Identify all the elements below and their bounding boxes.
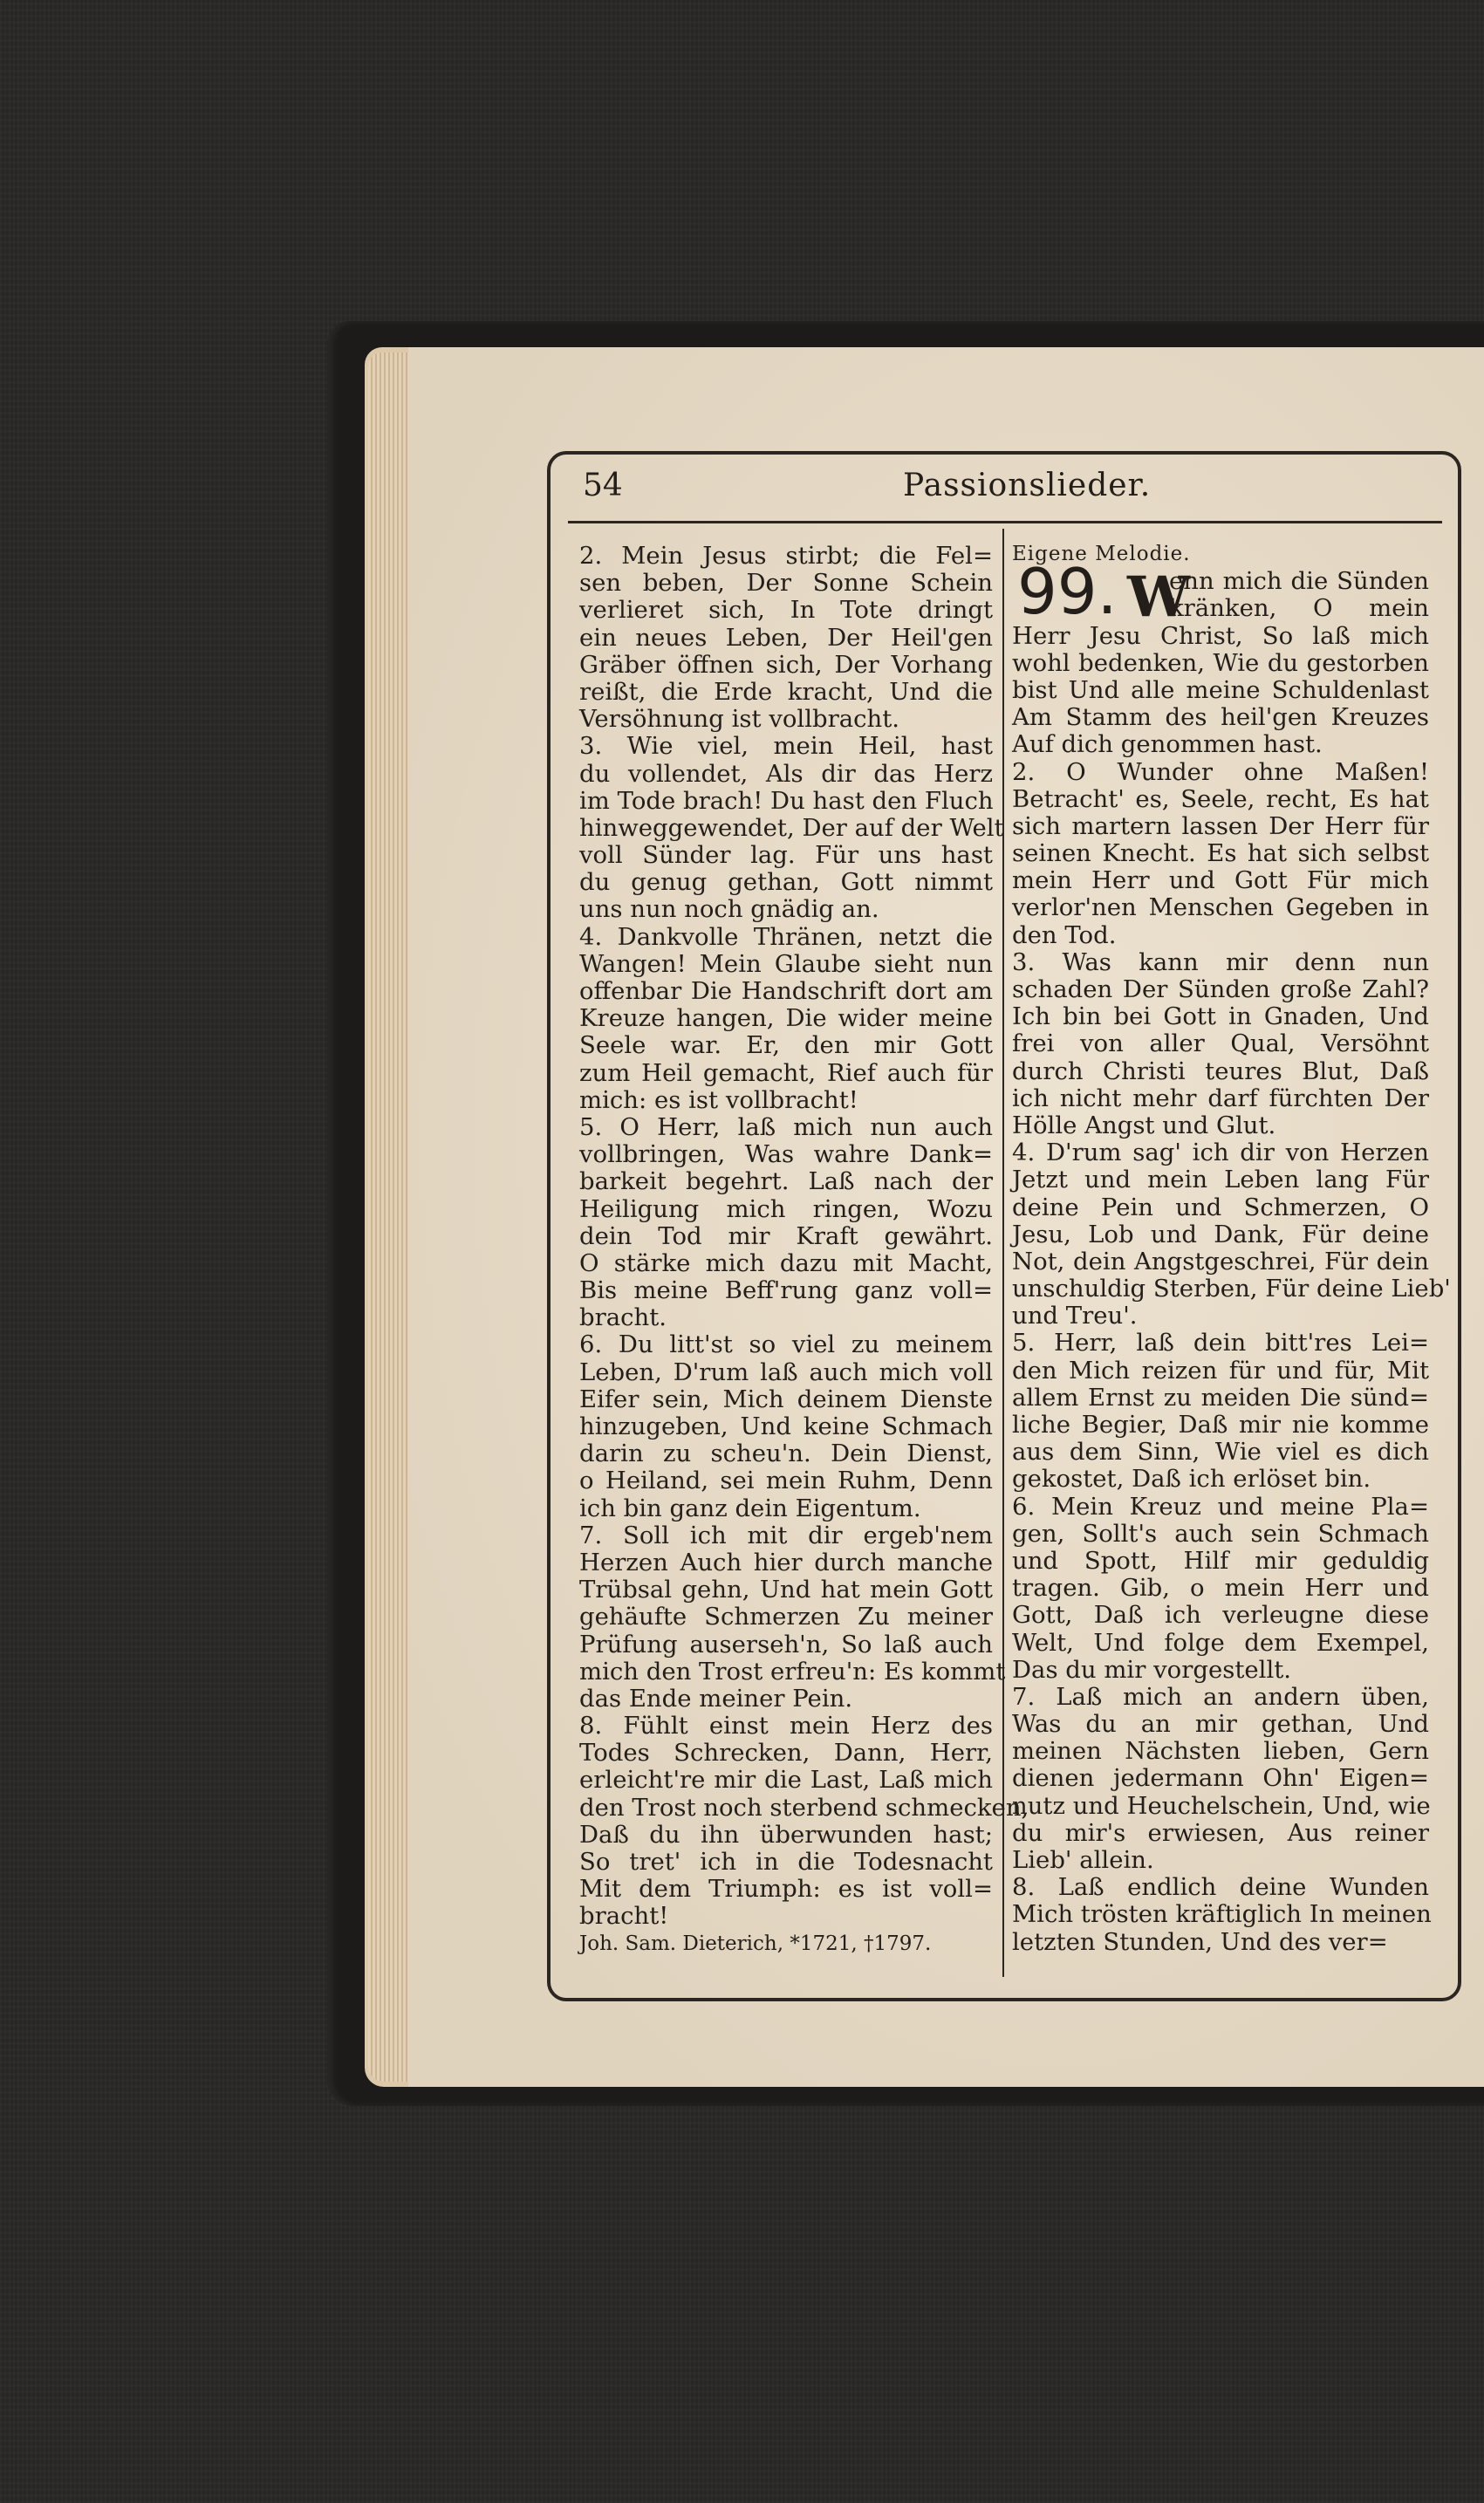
text-line: den Tod. <box>1012 920 1117 949</box>
text-line: ein neues Leben, Der Heil'gen <box>579 623 993 652</box>
text-line: vollbringen, Was wahre Dank= <box>579 1140 993 1169</box>
text-line: Ich bin bei Gott in Gnaden, Und <box>1012 1002 1429 1031</box>
text-line: meinen Nächsten lieben, Gern <box>1012 1737 1429 1766</box>
left-column <box>579 542 1029 1958</box>
text-line: Mich trösten kräftiglich In meinen <box>1012 1900 1432 1929</box>
text-line: du mir's erwiesen, Aus reiner <box>1012 1818 1429 1847</box>
text-line: bist Und alle meine Schuldenlast <box>1012 675 1429 704</box>
text-line: 3. Wie viel, mein Heil, hast <box>579 732 993 761</box>
text-line: Leben, D'rum laß auch mich voll <box>579 1358 993 1386</box>
text-line: Das du mir vorgestellt. <box>1012 1655 1292 1684</box>
page-number: 54 <box>583 468 623 503</box>
text-line: und Treu'. <box>1012 1302 1138 1330</box>
text-line: 8. Laß endlich deine Wunden <box>1012 1873 1429 1902</box>
text-line: liche Begier, Daß mir nie komme <box>1012 1411 1429 1439</box>
text-line: aus dem Sinn, Wie viel es dich <box>1012 1438 1429 1467</box>
text-line: nutz und Heuchelschein, Und, wie <box>1012 1791 1431 1820</box>
text-line: Mit dem Triumph: es ist voll= <box>579 1875 993 1904</box>
text-line: 3. Was kann mir denn nun <box>1012 947 1429 976</box>
text-line: unschuldig Sterben, Für deine Lieb' <box>1012 1275 1451 1303</box>
text-line: 6. Du litt'st so viel zu meinem <box>579 1330 993 1359</box>
text-line: 6. Mein Kreuz und meine Pla= <box>1012 1492 1429 1521</box>
text-line: Versöhnung ist vollbracht. <box>579 705 900 734</box>
text-line: du genug gethan, Gott nimmt <box>579 868 993 897</box>
text-line: dein Tod mir Kraft gewährt. <box>579 1221 993 1250</box>
text-line: Betracht' es, Seele, recht, Es hat <box>1012 784 1429 813</box>
text-line: verlieret sich, In Tote dringt <box>579 596 993 625</box>
text-line: allem Ernst zu meiden Die sünd= <box>1012 1383 1429 1412</box>
text-line: zum Heil gemacht, Rief auch für <box>579 1058 993 1087</box>
text-line: erleicht're mir die Last, Laß mich <box>579 1766 993 1795</box>
text-line: Bis meine Beff'rung ganz voll= <box>579 1276 993 1305</box>
text-line: So tret' ich in die Todesnacht <box>579 1848 993 1876</box>
text-line: ich bin ganz dein Eigentum. <box>579 1494 921 1522</box>
text-line: Gräber öffnen sich, Der Vorhang <box>579 650 993 679</box>
text-line: Jesu, Lob und Dank, Für deine <box>1012 1220 1429 1248</box>
text-line: deine Pein und Schmerzen, O <box>1012 1193 1429 1221</box>
text-line: Am Stamm des heil'gen Kreuzes <box>1012 703 1429 732</box>
text-line: und Spott, Hilf mir geduldig <box>1012 1546 1429 1575</box>
text-line: schaden Der Sünden große Zahl? <box>1012 975 1429 1003</box>
text-line: tragen. Gib, o mein Herr und <box>1012 1574 1429 1603</box>
text-line: im Tode brach! Du hast den Fluch <box>579 786 994 815</box>
text-line: Eifer sein, Mich deinem Dienste <box>579 1385 993 1413</box>
text-line: 5. Herr, laß dein bitt'res Lei= <box>1012 1329 1429 1358</box>
text-line: den Mich reizen für und für, Mit <box>1012 1356 1429 1385</box>
text-line: Todes Schrecken, Dann, Herr, <box>579 1739 993 1768</box>
text-line: bracht. <box>579 1303 667 1332</box>
text-line: Wangen! Mein Glaube sieht nun <box>579 949 993 978</box>
text-line: seinen Knecht. Es hat sich selbst <box>1012 839 1429 868</box>
text-line: 5. O Herr, laß mich nun auch <box>579 1112 993 1141</box>
text-line: gehäufte Schmerzen Zu meiner <box>579 1603 993 1631</box>
text-line: Heiligung mich ringen, Wozu <box>579 1194 993 1223</box>
text-line: gekostet, Daß ich erlöset bin. <box>1012 1465 1371 1494</box>
text-line: 4. Dankvolle Thränen, netzt die <box>579 922 993 951</box>
text-line: wohl bedenken, Wie du gestorben <box>1012 648 1429 677</box>
text-line: mich den Trost erfreu'n: Es kommt <box>579 1657 1006 1686</box>
text-line: 4. D'rum sag' ich dir von Herzen <box>1012 1139 1429 1167</box>
header-rule <box>568 521 1442 523</box>
text-line: darin zu scheu'n. Dein Dienst, <box>579 1440 993 1468</box>
text-line: gen, Sollt's auch sein Schmach <box>1012 1519 1429 1548</box>
text-line: o Heiland, sei mein Ruhm, Denn <box>579 1467 993 1495</box>
drop-cap: W <box>1127 564 1190 630</box>
text-line: ich nicht mehr darf fürchten Der <box>1012 1084 1429 1112</box>
text-line: sich martern lassen Der Herr für <box>1012 811 1429 840</box>
right-column <box>1012 541 1451 1956</box>
text-line: 8. Fühlt einst mein Herz des <box>579 1712 993 1740</box>
text-line: Gott, Daß ich verleugne diese <box>1012 1601 1429 1630</box>
author-credit: Joh. Sam. Dieterich, *1721, †1797. <box>579 1932 932 1955</box>
text-line: uns nun noch gnädig an. <box>579 895 879 924</box>
hymn-body <box>1012 621 1451 1956</box>
text-line: O stärke mich dazu mit Macht, <box>579 1248 993 1277</box>
text-line: barkeit begehrt. Laß nach der <box>579 1167 993 1196</box>
text-line: du vollendet, Als dir das Herz <box>579 759 993 788</box>
text-line: Seele war. Er, den mir Gott <box>579 1031 993 1060</box>
text-line: letzten Stunden, Und des ver= <box>1012 1927 1388 1956</box>
text-line: hinzugeben, Und keine Schmach <box>579 1412 993 1440</box>
text-line: das Ende meiner Pein. <box>579 1684 853 1713</box>
text-line: Jetzt und mein Leben lang Für <box>1012 1166 1429 1194</box>
text-line: durch Christi teures Blut, Daß <box>1012 1057 1429 1085</box>
hymn-number: 99. <box>1017 555 1118 628</box>
text-line: voll Sünder lag. Für uns hast <box>579 841 993 870</box>
text-line: Auf dich genommen hast. <box>1012 730 1323 759</box>
column-divider <box>1002 529 1004 1977</box>
text-line: Kreuze hangen, Die wider meine <box>579 1004 993 1033</box>
text-line: 7. Soll ich mit dir ergeb'nem <box>579 1521 993 1549</box>
text-line: enn mich die Sünden <box>1169 567 1429 596</box>
text-line: 2. O Wunder ohne Maßen! <box>1012 757 1429 786</box>
text-line: Herzen Auch hier durch manche <box>579 1548 993 1576</box>
text-line: sen beben, Der Sonne Schein <box>579 569 993 598</box>
text-line: den Trost noch sterbend schmecken, <box>579 1793 1029 1822</box>
text-line: 2. Mein Jesus stirbt; die Fel= <box>579 542 993 570</box>
text-line: Was du an mir gethan, Und <box>1012 1710 1429 1739</box>
text-line: Prüfung auserseh'n, So laß auch <box>579 1630 993 1658</box>
text-line: Lieb' allein. <box>1012 1846 1154 1874</box>
text-line: Hölle Angst und Glut. <box>1012 1111 1276 1139</box>
text-line: 7. Laß mich an andern üben, <box>1012 1682 1429 1711</box>
text-line: kränken, O mein <box>1169 594 1429 623</box>
melody-note: Eigene Melodie. <box>1012 543 1191 565</box>
text-line: verlor'nen Menschen Gegeben in <box>1012 893 1429 922</box>
running-title: Passionslieder. <box>903 468 1152 503</box>
text-line: mein Herr und Gott Für mich <box>1012 866 1429 895</box>
text-line: offenbar Die Handschrift dort am <box>579 977 993 1005</box>
text-line: Not, dein Angstgeschrei, Für dein <box>1012 1247 1429 1275</box>
text-line: Trübsal gehn, Und hat mein Gott <box>579 1576 993 1604</box>
text-line: reißt, die Erde kracht, Und die <box>579 677 993 706</box>
text-line: Daß du ihn überwunden hast; <box>579 1820 993 1849</box>
text-line: hinweggewendet, Der auf der Welt <box>579 813 1004 842</box>
text-line: dienen jedermann Ohn' Eigen= <box>1012 1764 1429 1793</box>
text-line: Herr Jesu Christ, So laß mich <box>1012 621 1429 650</box>
text-line: bracht! <box>579 1902 669 1931</box>
text-line: frei von aller Qual, Versöhnt <box>1012 1029 1429 1058</box>
text-line: mich: es ist vollbracht! <box>579 1085 858 1114</box>
text-line: Welt, Und folge dem Exempel, <box>1012 1628 1429 1657</box>
